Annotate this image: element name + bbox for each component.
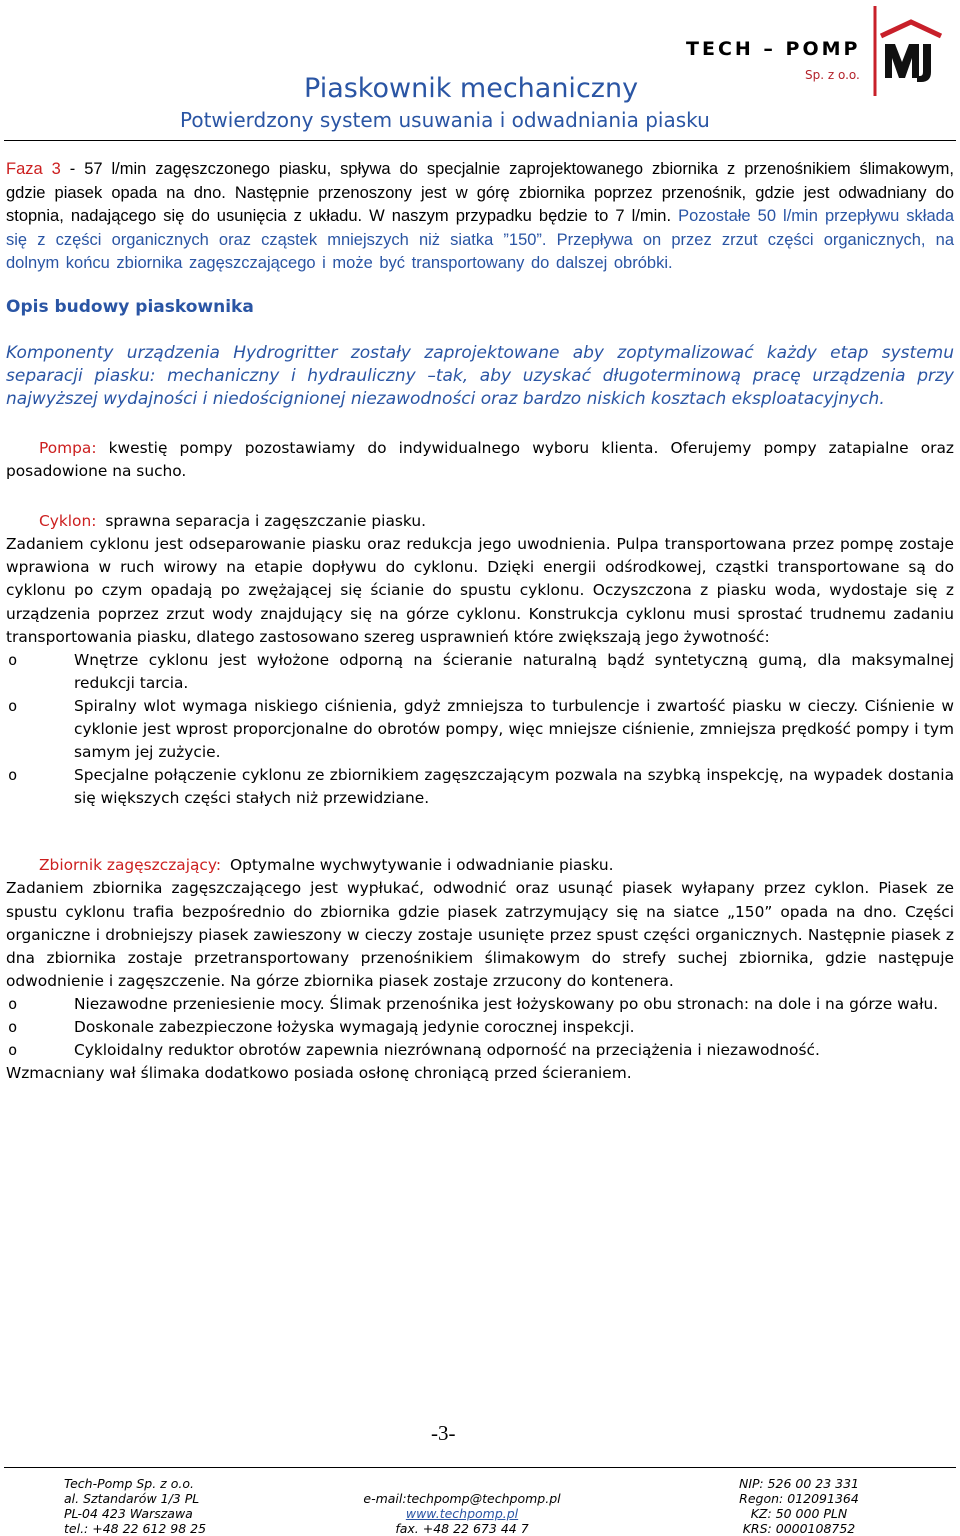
- bullet-icon: o: [8, 1018, 18, 1037]
- zbiornik-label: Zbiornik zagęszczający:: [39, 856, 222, 875]
- bullet-icon: o: [8, 766, 18, 785]
- faza3-label: Faza 3: [6, 160, 61, 178]
- section-heading-opis: Opis budowy piaskownika: [6, 296, 254, 317]
- zbiornik-headline-row: [6, 854, 954, 877]
- footer-email[interactable]: e-mail:techpomp@techpomp.pl: [363, 1491, 561, 1506]
- list-item: [6, 1039, 954, 1062]
- bullet-icon: o: [8, 696, 18, 715]
- list-item-text: Niezawodne przeniesienie mocy. Ślimak przenośnika jest łożyskowany po obu stronach: na dole i na górze wału.: [74, 994, 939, 1013]
- page-number: -3-: [431, 1421, 456, 1445]
- list-item: [6, 695, 954, 764]
- opis-intro: Komponenty urządzenia Hydrogritter zostały zaprojektowane aby zoptymalizować każdy etap systemu separacji piasku: mechaniczny i hydrauliczny –tak, aby uzyskać długoterminową pracę urządzenia przy najwyższej wydajności i niedoścignionej niezawodności oraz bardzo niskich kosztach eksploatacyjnych.: [6, 342, 954, 409]
- document-body: [6, 158, 954, 1085]
- list-item: [6, 1016, 954, 1039]
- list-item-text: Doskonale zabezpieczone łożyska wymagają jedynie corocznej inspekcji.: [74, 1018, 635, 1037]
- faza3-paragraph: [6, 158, 954, 276]
- footer-address: [64, 1476, 206, 1536]
- footer-divider: [4, 1467, 956, 1468]
- company-logo: [871, 6, 957, 96]
- zbiornik-headline: Optymalne wychwytywanie i odwadnianie piasku.: [229, 856, 614, 875]
- bullet-icon: o: [8, 994, 18, 1013]
- footer-contact: [362, 1476, 562, 1536]
- zbiornik-body: Zadaniem zbiornika zagęszczającego jest wypłukać, odwodnić oraz usunąć piasek wyłapany przez cyklon. Piasek ze spustu cyklonu trafia bezpośrednio do zbiornika gdzie piasek zatrzymujący się na siatce „150” opada na dno. Części organiczne i drobniejszy piasek zawieszony w cieczy zostaje usunięte przez spust części organicznych. Następnie piasek z dna zbiornika zostaje przetransportowany przenośnikiem ślimakowym do strefy suchej zbiornika, gdzie następuje odwodnienie i zagęszczenie. Na górze zbiornika piasek zostaje zrzucony do kontenera.: [6, 879, 954, 990]
- zbiornik-closing: Wzmacniany wał ślimaka dodatkowo posiada osłonę chroniącą przed ścieraniem.: [6, 1064, 632, 1083]
- list-item: [6, 649, 954, 695]
- cyklon-headline-row: [6, 510, 954, 533]
- list-item-text: Spiralny wlot wymaga niskiego ciśnienia, gdyż zmniejsza to turbulencje i zwartość piasku w cieczy. Ciśnienie w cyklonie jest wprost proporcjonalne do obrotów pompy, więc mniejsze ciśnienie, zmniejsza prędkość pompy i tym samym jej zużycie.: [74, 696, 954, 762]
- faza3-text-2: Pozostałe 50 l/min przepływu składa się z części organicznych oraz cząstek mniejszych niż siatka ”150”. Przepływa on przez zrzut części organicznych, na dolnym końcu zbiornika zagęszczającego i może być transportowany do dalszej obróbki.: [6, 207, 954, 273]
- footer-nip: NIP: 526 00 23 331: [739, 1476, 859, 1491]
- cyklon-list: [6, 649, 954, 811]
- bullet-icon: o: [8, 650, 18, 669]
- footer-company: Tech-Pomp Sp. z o.o.: [64, 1476, 194, 1491]
- list-item-text: Wnętrze cyklonu jest wyłożone odporną na ścieranie naturalną bądź syntetyczną gumą, dla maksymalnej redukcji tarcia.: [74, 650, 954, 692]
- footer-krs: KRS: 0000108752: [742, 1521, 856, 1536]
- list-item: [6, 764, 954, 810]
- cyklon-label: Cyklon:: [39, 512, 97, 531]
- footer-registration: [724, 1476, 874, 1536]
- bullet-icon: o: [8, 1041, 18, 1060]
- zbiornik-list: [6, 993, 954, 1062]
- pompa-paragraph: [6, 437, 954, 483]
- page-title: Piaskownik mechaniczny: [304, 73, 639, 104]
- footer-phone: tel.: +48 22 612 98 25: [64, 1521, 207, 1536]
- page-subtitle: Potwierdzony system usuwania i odwadniania piasku: [180, 108, 710, 132]
- cyklon-body: Zadaniem cyklonu jest odseparowanie piasku oraz redukcja jego uwodnienia. Pulpa transportowana przez pompę zostaje wprawiona w ruch wirowy na etapie dopływu do cyklonu. Dzięki energii odśrodkowej, cząstki transportowane są do cyklonu po czym opadają po zwężającej się ścianie do spustu cyklonu. Oczyszczona z piasku woda, wydostaje się z urządzenia poprzez zrzut wody znajdujący się na górze cyklonu. Konstrukcja cyklonu musi sprostać trudnemu zadaniu transportowania piasku, dlatego zastosowano szereg usprawnień które zwiększają jego żywotność:: [6, 535, 954, 646]
- list-item: [6, 993, 954, 1016]
- footer-city: PL-04 423 Warszawa: [64, 1506, 193, 1521]
- footer-fax: fax. +48 22 673 44 7: [395, 1521, 529, 1536]
- footer-website-link[interactable]: www.techpomp.pl: [405, 1506, 519, 1521]
- footer-regon: Regon: 012091364: [739, 1491, 859, 1506]
- faza3-text-1: - 57 l/min zagęszczonego piasku, spływa do specjalnie zaprojektowanego zbiornika z przenośnikiem ślimakowym, gdzie piasek opada na dno. Następnie przenoszony jest w górę zbiornika poprzez przenośnik, gdzie jest odwadniany do stopnia, nadającego się do usunięcia z układu. W naszym przypadku będzie to 7 l/min.: [6, 160, 954, 226]
- list-item-text: Specjalne połączenie cyklonu ze zbiornikiem zagęszczającym pozwala na szybką inspekcję, na wypadek dostania się większych części stałych niż przewidziane.: [74, 766, 954, 808]
- header-divider: [4, 140, 956, 141]
- company-suffix: Sp. z o.o.: [805, 68, 860, 82]
- company-name: TECH – POMP: [686, 38, 861, 60]
- pompa-text: kwestię pompy pozostawiamy do indywidualnego wyboru klienta. Oferujemy pompy zatapialne oraz posadowione na sucho.: [6, 438, 954, 481]
- footer-street: al. Sztandarów 1/3 PL: [64, 1491, 200, 1506]
- cyklon-headline: sprawna separacja i zagęszczanie piasku.: [105, 512, 426, 531]
- list-item-text: Cykloidalny reduktor obrotów zapewnia niezrównaną odporność na przeciążenia i niezawodność.: [74, 1041, 820, 1060]
- pompa-label: Pompa:: [39, 438, 97, 457]
- footer-kz: KZ: 50 000 PLN: [750, 1506, 848, 1521]
